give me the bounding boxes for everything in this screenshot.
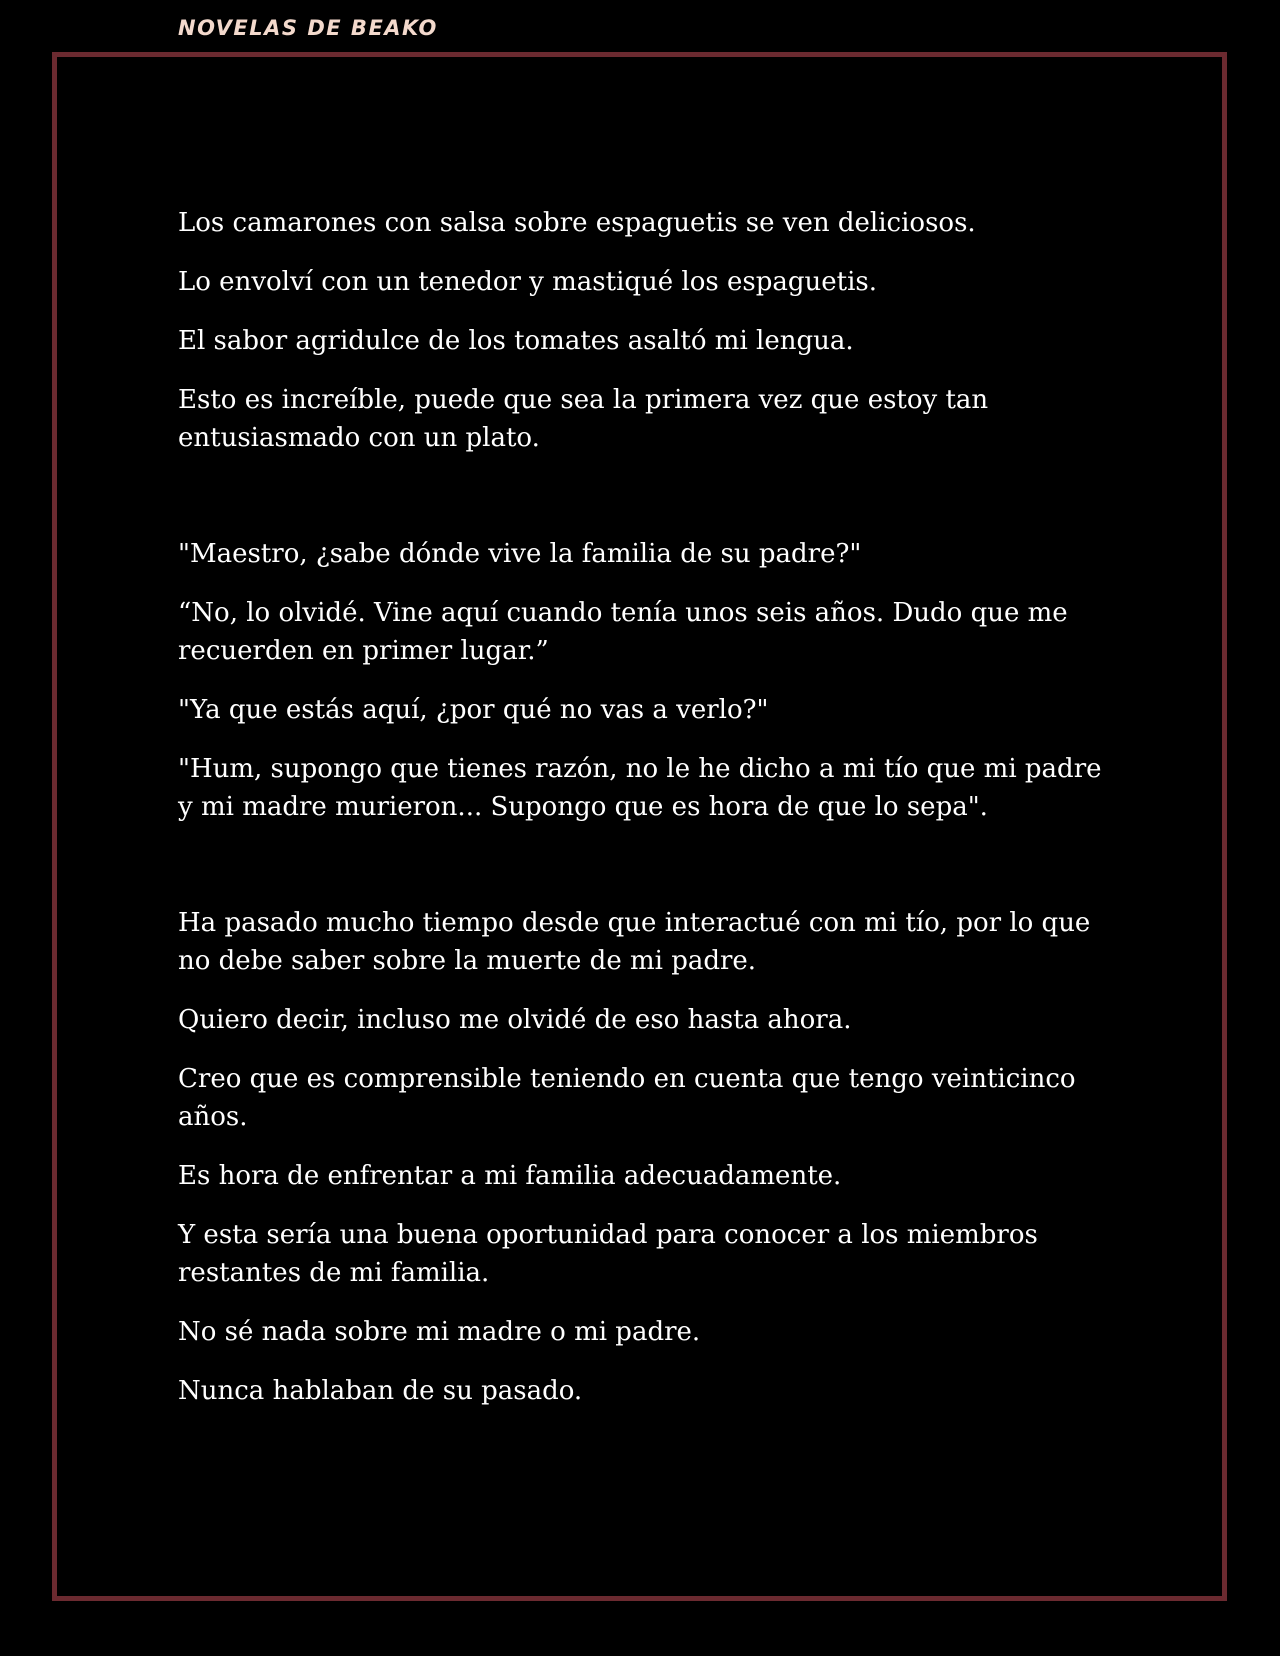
paragraph: Y esta sería una buena oportunidad para conocer a los miembros restantes de mi familia.: [178, 1220, 1038, 1288]
paragraph: Lo envolví con un tenedor y mastiqué los espaguetis.: [178, 267, 878, 297]
paragraph: Los camarones con salsa sobre espaguetis se ven deliciosos.: [178, 208, 976, 238]
paragraph: Esto es increíble, puede que sea la primera vez que estoy tan entusiasmado con un plato.: [178, 385, 989, 453]
paragraph: "Ya que estás aquí, ¿por qué no vas a verlo?": [178, 695, 769, 725]
paragraph: Nunca hablaban de su pasado.: [178, 1376, 583, 1406]
paragraph: Quiero decir, incluso me olvidé de eso hasta ahora.: [178, 1005, 852, 1035]
site-brand: NOVELAS DE BEAKO: [178, 16, 438, 40]
chapter-text: [178, 204, 1118, 1431]
paragraph: Es hora de enfrentar a mi familia adecuadamente.: [178, 1161, 842, 1191]
paragraph: Creo que es comprensible teniendo en cuenta que tengo veinticinco años.: [178, 1064, 1076, 1132]
paragraph: "Maestro, ¿sabe dónde vive la familia de su padre?": [178, 539, 862, 569]
paragraph: "Hum, supongo que tienes razón, no le he dicho a mi tío que mi padre y mi madre murieron... Supongo que es hora de que lo sepa".: [178, 754, 1102, 822]
paragraph: No sé nada sobre mi madre o mi padre.: [178, 1317, 701, 1347]
paragraph: Ha pasado mucho tiempo desde que interactué con mi tío, por lo que no debe saber sobre la muerte de mi padre.: [178, 908, 1091, 976]
paragraph: El sabor agridulce de los tomates asaltó mi lengua.: [178, 326, 854, 356]
paragraph: “No, lo olvidé. Vine aquí cuando tenía unos seis años. Dudo que me recuerden en primer lugar.”: [178, 598, 1068, 666]
